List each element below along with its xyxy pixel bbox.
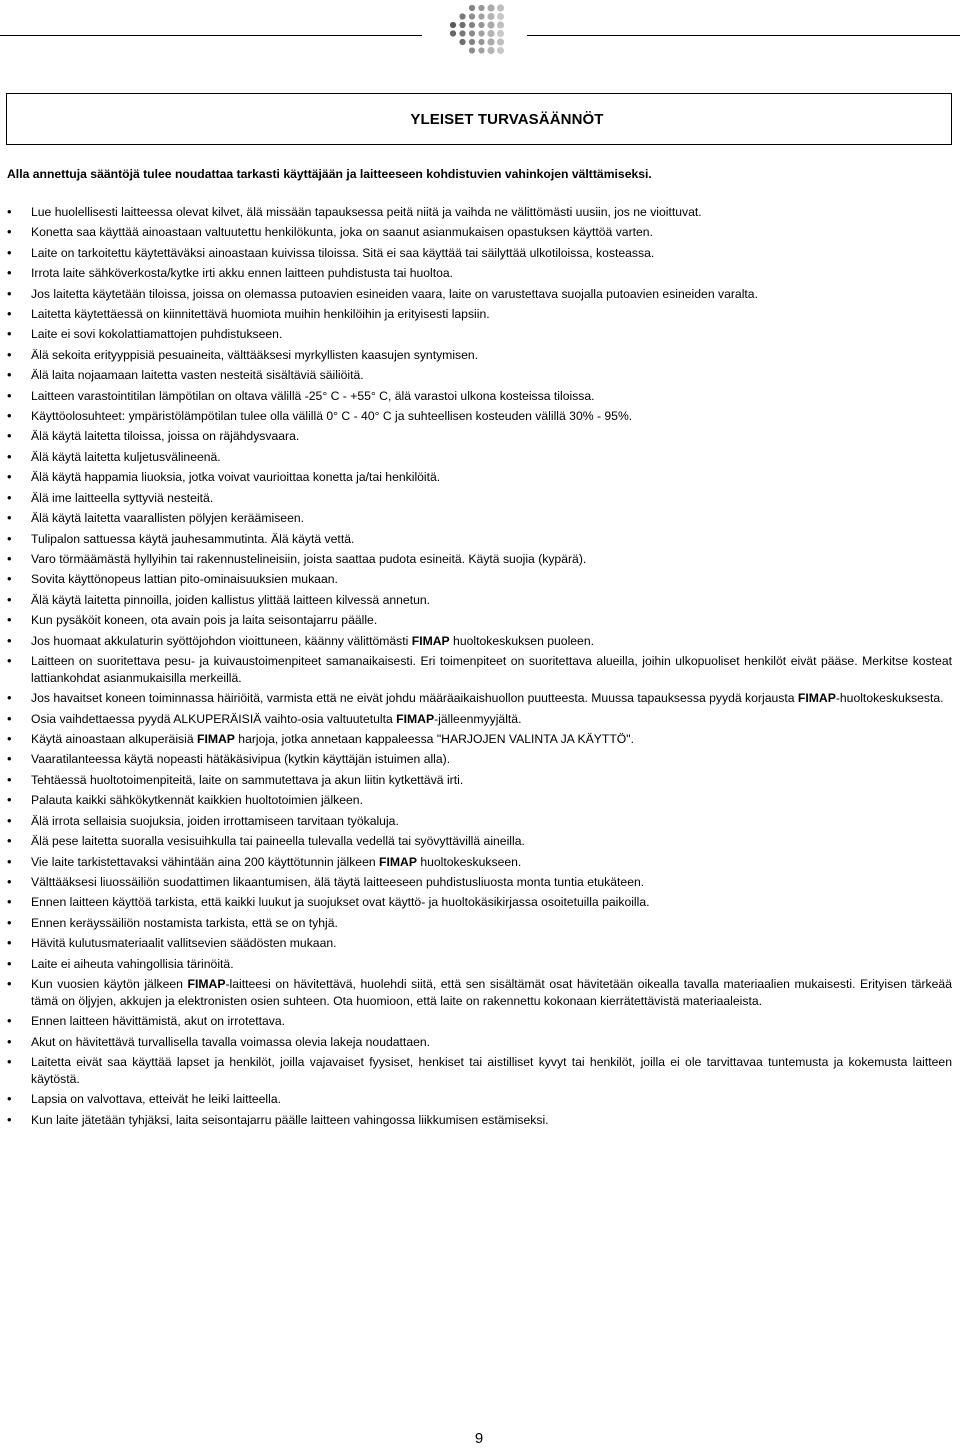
header-rule-left <box>0 35 422 36</box>
list-item: • Älä pese laitetta suoralla vesisuihkulla tai paineella tulevalla vedellä tai syövyttävillä aineilla. <box>6 833 952 850</box>
list-item: • Vie laite tarkistettavaksi vähintään aina 200 käyttötunnin jälkeen FIMAP huoltokeskukseen. <box>6 854 952 871</box>
list-item: • Hävitä kulutusmateriaalit vallitsevien säädösten mukaan. <box>6 935 952 952</box>
list-item: • Ennen laitteen käyttöä tarkista, että kaikki luukut ja suojukset ovat käyttö- ja huoltokäsikirjassa osoitetuilla paikoilla. <box>6 894 952 911</box>
header-rule-right <box>527 35 960 36</box>
logo-dot <box>478 39 484 45</box>
list-item: • Älä käytä happamia liuoksia, jotka voivat vaurioittaa konetta ja/tai henkilöitä. <box>6 469 952 486</box>
logo-dot <box>469 47 475 53</box>
list-item: • Akut on hävitettävä turvallisella tavalla voimassa olevia lakeja noudattaen. <box>6 1034 952 1051</box>
list-item: • Älä laita nojaamaan laitetta vasten nesteitä sisältäviä säiliöitä. <box>6 367 952 384</box>
logo-dot <box>487 13 494 20</box>
page-number: 9 <box>474 1430 484 1447</box>
list-item: • Jos havaitset koneen toiminnassa häiriöitä, varmista että ne eivät johdu määräaikaishuollon puutteesta. Muussa tapauksessa pyydä korjausta FIMAP-huoltokeskuksesta. <box>6 690 952 707</box>
list-item: • Kun vuosien käytön jälkeen FIMAP-laitteesi on hävitettävä, huolehdi siitä, että sen sisältämät osat hävitetään oikealla tavalla materiaalien mukaisesti. Erityisen tärkeää tämä on öljyjen, akkujen ja elektronisten osien suhteen. Ota huomioon, että laite on rakennettu kokonaan kierrätettävistä materiaaleista. <box>6 976 952 1010</box>
list-item: • Välttääksesi liuossäiliön suodattimen likaantumisen, älä täytä laitteeseen puhdistusliuosta monta tuntia etukäteen. <box>6 874 952 891</box>
list-item: • Käytä ainoastaan alkuperäisiä FIMAP harjoja, jotka annetaan kappaleessa "HARJOJEN VALINTA JA KÄYTTÖ". <box>6 731 952 748</box>
logo-dot <box>487 47 494 54</box>
list-item: • Tulipalon sattuessa käytä jauhesammutinta. Älä käytä vettä. <box>6 531 952 548</box>
list-item: • Laitteen varastointitilan lämpötilan on oltava välillä -25° C - +55° C, älä varastoi ulkona kosteissa tiloissa. <box>6 388 952 405</box>
logo-dot <box>478 22 484 28</box>
logo-dot <box>487 30 494 37</box>
logo-dot <box>459 39 465 45</box>
list-item: • Jos laitetta käytetään tiloissa, joissa on olemassa putoavien esineiden vaara, laite on varustettava suojalla putoavien esineiden varalta. <box>6 286 952 303</box>
list-item: • Kun laite jätetään tyhjäksi, laita seisontajarru päälle laitteen vahingossa liikkumisen estämiseksi. <box>6 1112 952 1129</box>
list-item: • Irrota laite sähköverkosta/kytke irti akku ennen laitteen puhdistusta tai huoltoa. <box>6 265 952 282</box>
safety-rules-list <box>6 204 952 1132</box>
logo-dot <box>469 5 475 11</box>
logo-dot <box>478 30 484 36</box>
logo-dot <box>469 22 475 28</box>
logo-dot <box>497 38 504 45</box>
list-item: • Konetta saa käyttää ainoastaan valtuutettu henkilökunta, joka on saanut asianmukaisen opastuksen käyttöä varten. <box>6 224 952 241</box>
logo-dot <box>459 13 465 19</box>
list-item: • Osia vaihdettaessa pyydä ALKUPERÄISIÄ vaihto-osia valtuutetulta FIMAP-jälleenmyyjältä. <box>6 711 952 728</box>
list-item: • Vaaratilanteessa käytä nopeasti hätäkäsivipua (kytkin käyttäjän istuimen alla). <box>6 751 952 768</box>
list-item: • Käyttöolosuhteet: ympäristölämpötilan tulee olla välillä 0° C - 40° C ja suhteellisen kosteuden välillä 30% - 95%. <box>6 408 952 425</box>
list-item: • Laite on tarkoitettu käytettäväksi ainoastaan kuivissa tiloissa. Sitä ei saa käyttää tai säilyttää ulkotiloissa, kosteassa. <box>6 245 952 262</box>
list-item: • Laitetta eivät saa käyttää lapset ja henkilöt, joilla vajavaiset fyysiset, henkiset tai aistilliset kyvyt tai henkilöt, joilla ei ole tarvittavaa tuntemusta ja kokemusta laitteen käytöstä. <box>6 1054 952 1088</box>
logo-dot <box>497 30 504 37</box>
logo-dot <box>478 47 484 53</box>
logo-dot <box>450 30 456 36</box>
dot-grid-logo-icon <box>447 3 507 55</box>
page-title: YLEISET TURVASÄÄNNÖT <box>410 111 604 128</box>
intro-text: Alla annettuja sääntöjä tulee noudattaa tarkasti käyttäjään ja laitteeseen kohdistuvien vahinkojen välttämiseksi. <box>7 167 652 181</box>
logo-dot <box>478 5 484 11</box>
list-item: • Älä käytä laitetta pinnoilla, joiden kallistus ylittää laitteen kilvessä annetun. <box>6 592 952 609</box>
list-item: • Jos huomaat akkulaturin syöttöjohdon vioittuneen, käänny välittömästi FIMAP huoltokeskuksen puoleen. <box>6 633 952 650</box>
list-item: • Älä irrota sellaisia suojuksia, joiden irrottamiseen tarvitaan työkaluja. <box>6 813 952 830</box>
logo-dot <box>487 38 494 45</box>
list-item: • Tehtäessä huoltotoimenpiteitä, laite on sammutettava ja akun liitin kytkettävä irti. <box>6 772 952 789</box>
list-item: • Lapsia on valvottava, etteivät he leiki laitteella. <box>6 1091 952 1108</box>
list-item: • Laitteen on suoritettava pesu- ja kuivaustoimenpiteet samanaikaisesti. Eri toimenpiteet on suoritettava alueilla, joihin ulkopuoliset henkilöt eivät pääse. Merkitse kosteat lattiankohdat asianmukaisilla merkeillä. <box>6 653 952 687</box>
logo-dot <box>469 39 475 45</box>
logo-dot <box>459 30 465 36</box>
logo-dot <box>497 21 504 28</box>
list-item: • Kun pysäköit koneen, ota avain pois ja laita seisontajarru päälle. <box>6 612 952 629</box>
list-item: • Laitetta käytettäessä on kiinnitettävä huomiota muihin henkilöihin ja erityisesti lapsiin. <box>6 306 952 323</box>
list-item: • Älä ime laitteella syttyviä nesteitä. <box>6 490 952 507</box>
list-item: • Älä käytä laitetta tiloissa, joissa on räjähdysvaara. <box>6 428 952 445</box>
list-item: • Laite ei sovi kokolattiamattojen puhdistukseen. <box>6 326 952 343</box>
logo-dot <box>497 13 504 20</box>
logo-dot <box>478 13 484 19</box>
title-box <box>6 93 952 145</box>
list-item: • Älä käytä laitetta kuljetusvälineenä. <box>6 449 952 466</box>
list-item: • Älä käytä laitetta vaarallisten pölyjen keräämiseen. <box>6 510 952 527</box>
logo-dot <box>459 22 465 28</box>
logo-dot <box>487 4 494 11</box>
list-item: • Laite ei aiheuta vahingollisia tärinöitä. <box>6 956 952 973</box>
list-item: • Ennen keräyssäiliön nostamista tarkista, että se on tyhjä. <box>6 915 952 932</box>
list-item: • Älä sekoita erityyppisiä pesuaineita, välttääksesi myrkyllisten kaasujen syntymisen. <box>6 347 952 364</box>
logo-dot <box>497 47 504 54</box>
list-item: • Varo törmäämästä hyllyihin tai rakennustelineisiin, joista saattaa pudota esineitä. Käytä suojia (kypärä). <box>6 551 952 568</box>
logo-dot <box>469 30 475 36</box>
logo-dot <box>469 13 475 19</box>
list-item: • Lue huolellisesti laitteessa olevat kilvet, älä missään tapauksessa peitä niitä ja vaihda ne välittömästi uusiin, jos ne vioittuvat. <box>6 204 952 221</box>
logo-dot <box>450 22 456 28</box>
logo-dot <box>487 21 494 28</box>
logo-dot <box>497 4 504 11</box>
list-item: • Ennen laitteen hävittämistä, akut on irrotettava. <box>6 1013 952 1030</box>
list-item: • Sovita käyttönopeus lattian pito-ominaisuuksien mukaan. <box>6 571 952 588</box>
list-item: • Palauta kaikki sähkökytkennät kaikkien huoltotoimien jälkeen. <box>6 792 952 809</box>
